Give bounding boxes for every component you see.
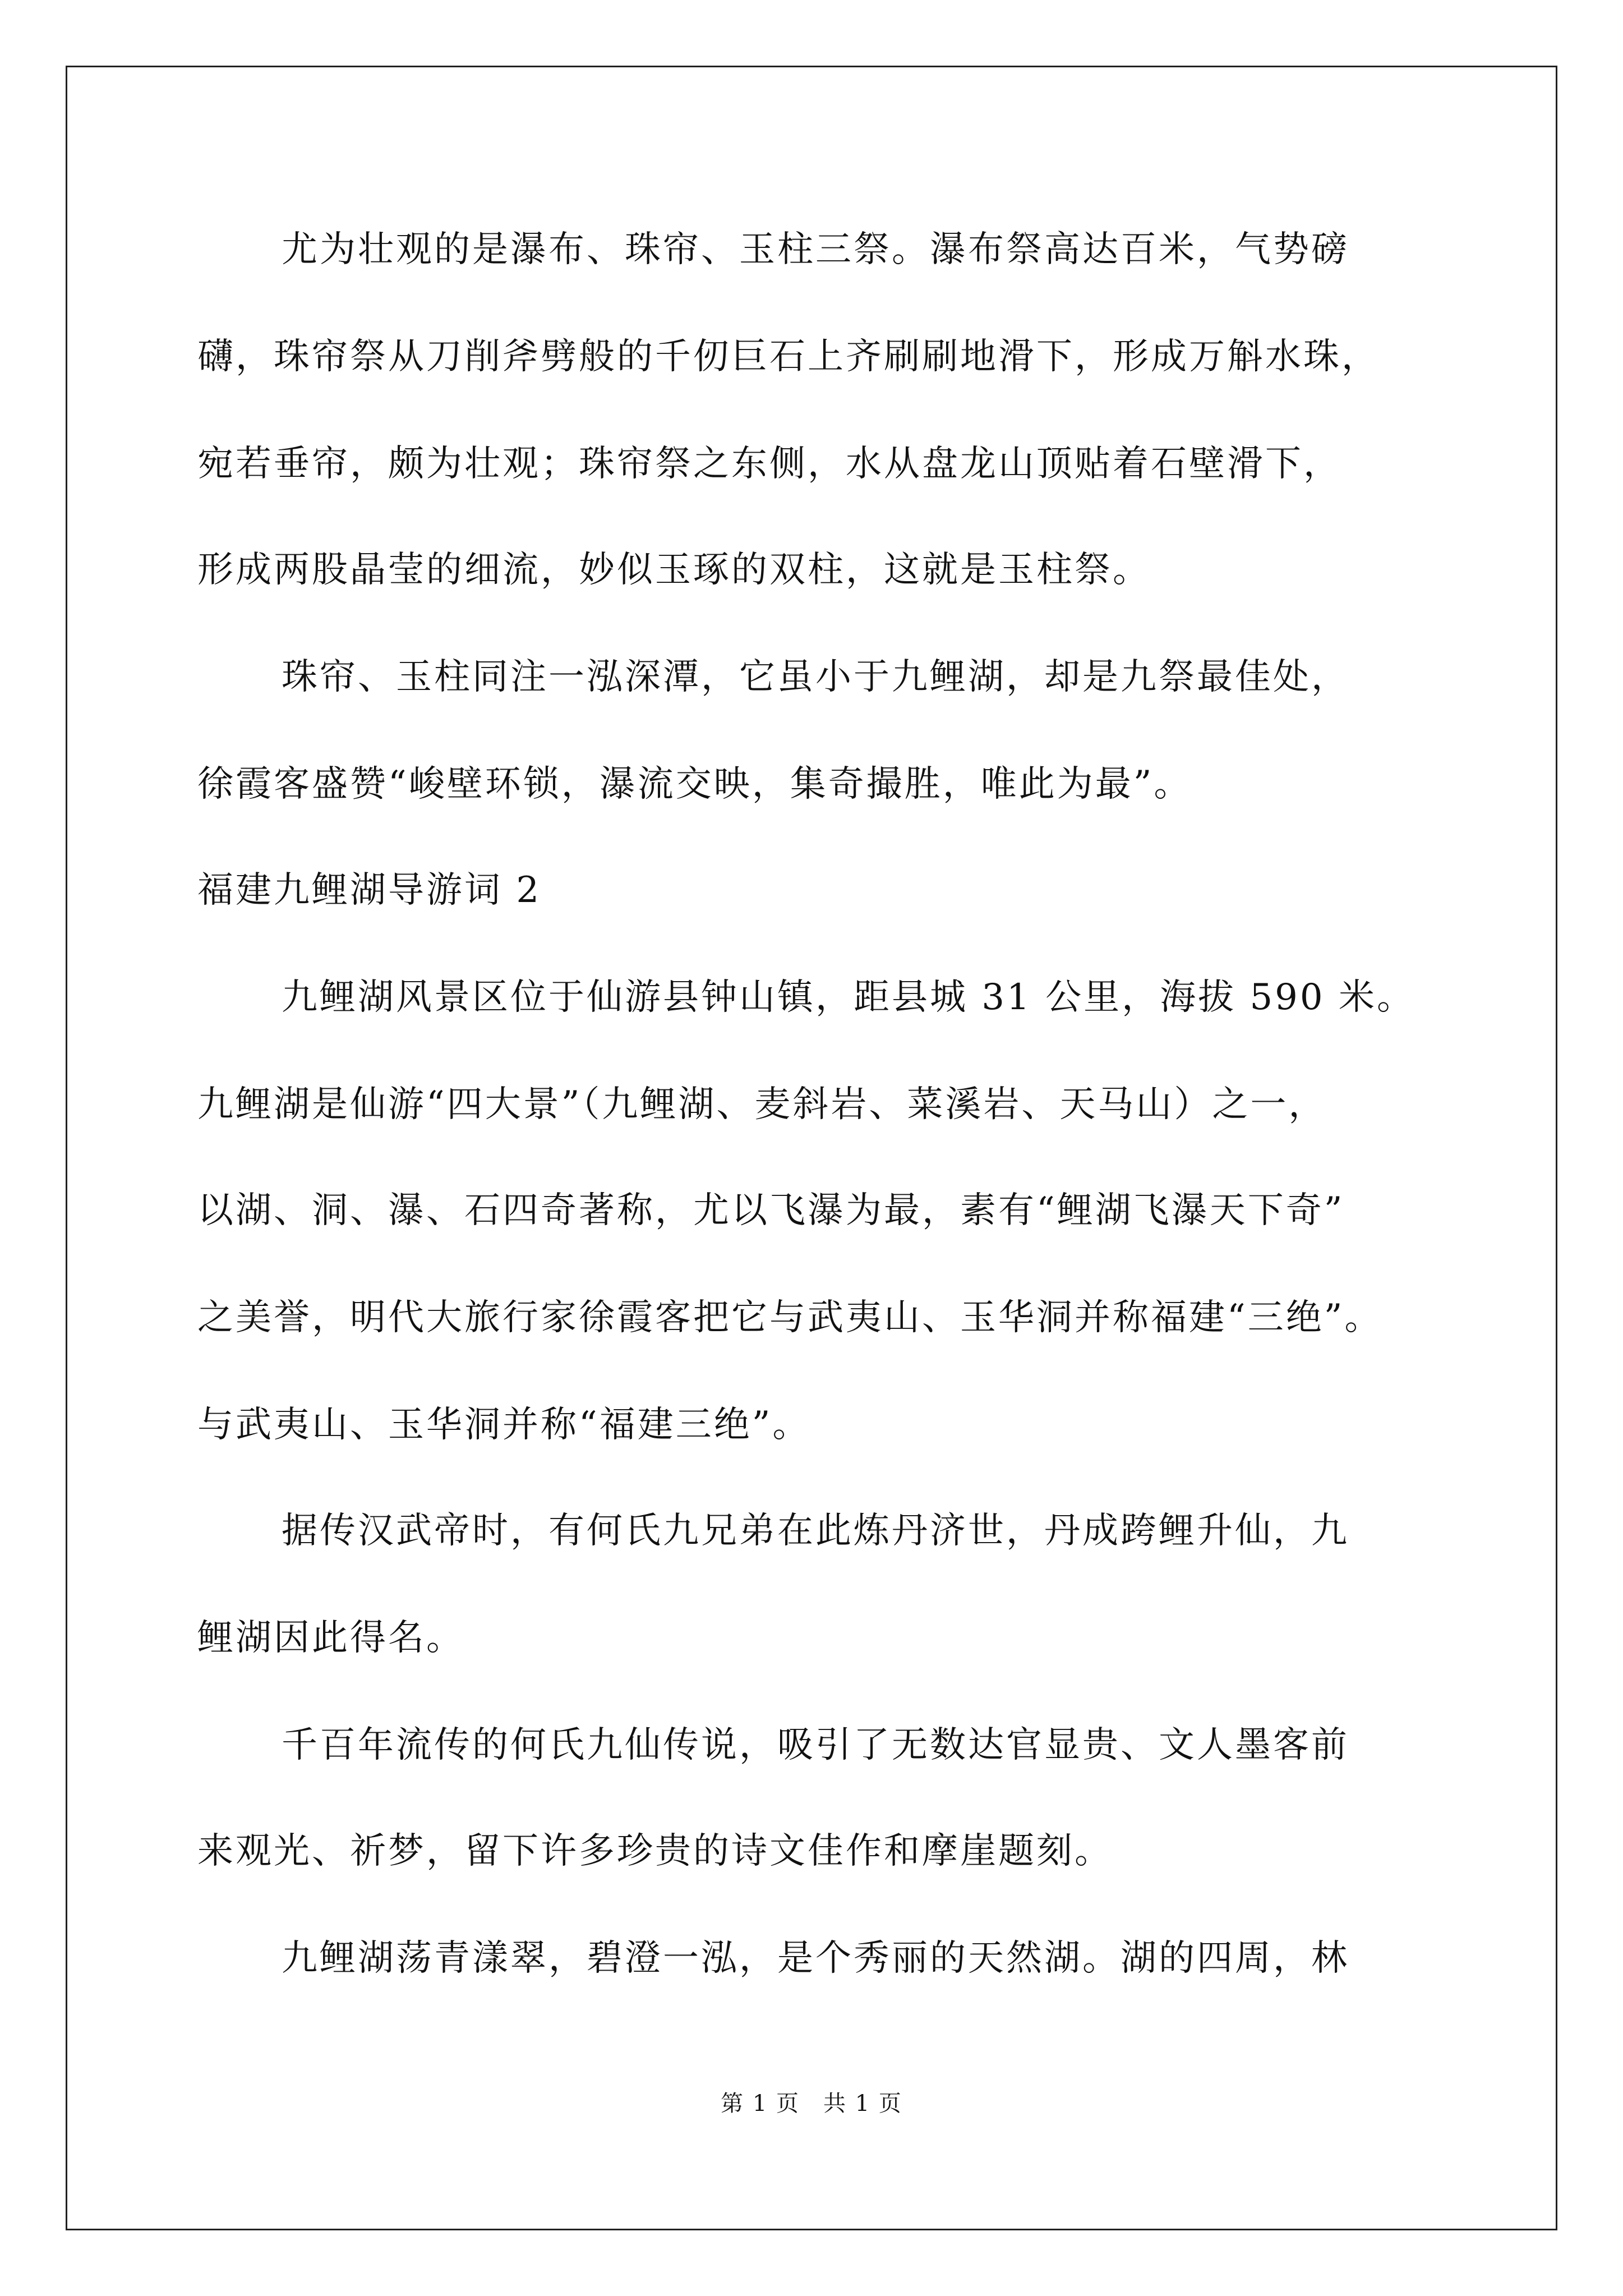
section-heading: 福建九鲤湖导游词 2 xyxy=(197,869,542,911)
page-border xyxy=(66,66,1557,2230)
paragraph-line: 九鲤湖是仙游“四大景”（九鲤湖、麦斜岩、菜溪岩、天马山）之一， xyxy=(197,1084,1327,1125)
paragraph-line: 与武夷山、玉华洞并称“福建三绝”。 xyxy=(197,1404,811,1446)
paragraph-line: 据传汉武帝时，有何氏九兄弟在此炼丹济世，丹成跨鲤升仙，九 xyxy=(282,1510,1349,1552)
paragraph-line: 千百年流传的何氏九仙传说，吸引了无数达官显贵、文人墨客前 xyxy=(282,1724,1349,1766)
paragraph-line: 尤为壮观的是瀑布、珠帘、玉柱三祭。瀑布祭高达百米，气势磅 xyxy=(282,229,1349,270)
paragraph-line: 礴，珠帘祭从刀削斧劈般的千仞巨石上齐刷刷地滑下，形成万斛水珠， xyxy=(197,336,1380,378)
paragraph-line: 鲤湖因此得名。 xyxy=(197,1617,464,1659)
paragraph-line: 宛若垂帘，颇为壮观；珠帘祭之东侧，水从盘龙山顶贴着石壁滑下， xyxy=(197,443,1341,485)
paragraph-line: 以湖、洞、瀑、石四奇著称，尤以飞瀑为最，素有“鲤湖飞瀑天下奇” xyxy=(197,1190,1345,1231)
paragraph-line: 形成两股晶莹的细流，妙似玉琢的双柱，这就是玉柱祭。 xyxy=(197,549,1151,591)
paragraph-line: 徐霞客盛赞“峻壁环锁，瀑流交映，集奇撮胜，唯此为最”。 xyxy=(197,763,1192,805)
paragraph-line: 珠帘、玉柱同注一泓深潭，它虽小于九鲤湖，却是九祭最佳处， xyxy=(282,656,1349,698)
paragraph-line: 九鲤湖风景区位于仙游县钟山镇，距县城 31 公里，海拔 590 米。 xyxy=(282,977,1415,1018)
paragraph-line: 九鲤湖荡青漾翠，碧澄一泓，是个秀丽的天然湖。湖的四周，林 xyxy=(282,1938,1349,1979)
paragraph-line: 之美誉，明代大旅行家徐霞客把它与武夷山、玉华洞并称福建“三绝”。 xyxy=(197,1297,1383,1338)
paragraph-line: 来观光、祈梦，留下许多珍贵的诗文佳作和摩崖题刻。 xyxy=(197,1830,1113,1872)
page-number-footer: 第 1 页 共 1 页 xyxy=(721,2091,902,2116)
